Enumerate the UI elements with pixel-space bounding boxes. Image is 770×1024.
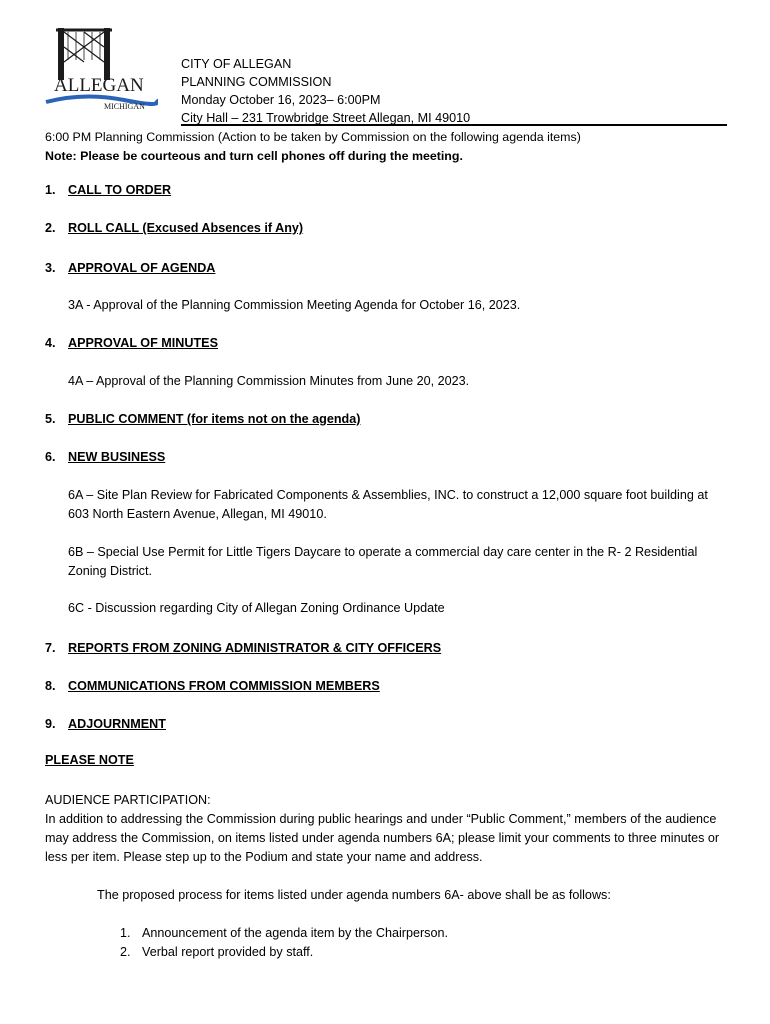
intro-note: Note: Please be courteous and turn cell phones off during the meeting. xyxy=(45,148,463,163)
process-step xyxy=(120,924,448,943)
item-number: 1. xyxy=(45,183,56,197)
header-divider xyxy=(181,124,727,126)
header-address: City Hall – 231 Trowbridge Street Allegan, MI 49010 xyxy=(181,111,471,125)
item-title: REPORTS FROM ZONING ADMINISTRATOR & CITY OFFICERS xyxy=(68,641,442,655)
item-6b: 6B – Special Use Permit for Little Tigers Daycare to operate a commercial day care center in the R- 2 Residential Zoning District. xyxy=(68,545,698,578)
item-number: 7. xyxy=(45,641,56,655)
intro xyxy=(45,128,581,165)
bridge-logo-icon xyxy=(44,22,158,112)
step-text: Announcement of the agenda item by the Chairperson. xyxy=(142,926,448,940)
step-text: Verbal report provided by staff. xyxy=(142,945,314,959)
item-number: 4. xyxy=(45,336,56,350)
process-step xyxy=(120,943,448,962)
item-3a: 3A - Approval of the Planning Commission Meeting Agenda for October 16, 2023. xyxy=(68,298,521,312)
logo-word: ALLEGAN xyxy=(54,75,144,96)
item-title: ROLL CALL (Excused Absences if Any) xyxy=(68,221,304,235)
item-number: 3. xyxy=(45,261,56,275)
agenda-item-9 xyxy=(45,715,166,733)
agenda-item-4 xyxy=(45,334,218,352)
agenda-item-1 xyxy=(45,181,171,199)
item-number: 6. xyxy=(45,450,56,464)
header-city: CITY OF ALLEGAN xyxy=(181,57,292,71)
agenda-item-3 xyxy=(45,259,215,277)
item-number: 2. xyxy=(45,221,56,235)
allegan-logo xyxy=(44,22,158,112)
item-number: 8. xyxy=(45,679,56,693)
item-6c: 6C - Discussion regarding City of Allegan Zoning Ordinance Update xyxy=(68,601,445,615)
header-commission: PLANNING COMMISSION xyxy=(181,75,332,89)
item-title: APPROVAL OF MINUTES xyxy=(68,336,218,350)
agenda-item-5 xyxy=(45,410,360,428)
step-number: 1. xyxy=(120,926,131,940)
logo-subtext: MICHIGAN xyxy=(104,102,145,111)
header-date: Monday October 16, 2023– 6:00PM xyxy=(181,93,381,107)
please-note-heading: PLEASE NOTE xyxy=(45,753,134,767)
item-number: 5. xyxy=(45,412,56,426)
audience-participation xyxy=(45,791,735,867)
item-title: PUBLIC COMMENT (for items not on the agenda) xyxy=(68,412,361,426)
item-title: COMMUNICATIONS FROM COMMISSION MEMBERS xyxy=(68,679,380,693)
item-title: NEW BUSINESS xyxy=(68,450,166,464)
audience-body: In addition to addressing the Commission during public hearings and under “Public Comment,” members of the audience may address the Commission, on items listed under agenda numbers 6A; please limit your comments to three minutes or less per item. Please step up to the Podium and state your name and address. xyxy=(45,812,720,864)
item-6a: 6A – Site Plan Review for Fabricated Components & Assemblies, INC. to construct a 12,000 square foot building at 603 North Eastern Avenue, Allegan, MI 49010. xyxy=(68,488,708,521)
item-number: 9. xyxy=(45,717,56,731)
item-title: APPROVAL OF AGENDA xyxy=(68,261,216,275)
audience-heading: AUDIENCE PARTICIPATION: xyxy=(45,793,211,807)
agenda-item-2 xyxy=(45,219,303,237)
agenda-item-7 xyxy=(45,639,441,657)
intro-line: 6:00 PM Planning Commission (Action to be taken by Commission on the following agenda items) xyxy=(45,130,581,144)
document-header xyxy=(181,55,470,127)
item-4a: 4A – Approval of the Planning Commission Minutes from June 20, 2023. xyxy=(68,374,470,388)
process-steps xyxy=(120,924,448,962)
item-title: CALL TO ORDER xyxy=(68,183,172,197)
step-number: 2. xyxy=(120,945,131,959)
process-intro: The proposed process for items listed under agenda numbers 6A- above shall be as follows: xyxy=(97,888,611,902)
agenda-item-6 xyxy=(45,448,165,466)
item-title: ADJOURNMENT xyxy=(68,717,166,731)
agenda-item-8 xyxy=(45,677,380,695)
